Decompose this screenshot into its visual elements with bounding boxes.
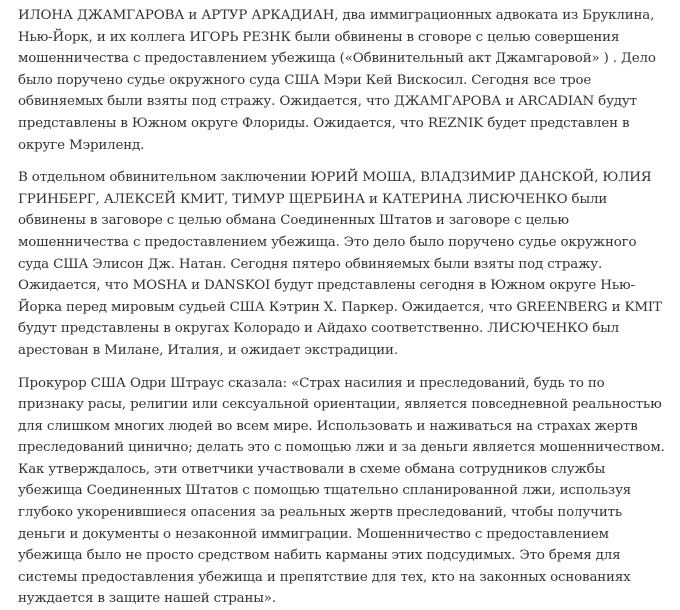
paragraph-separate-indictment: В отдельном обвинительном заключении ЮРИЙ МОША, ВЛАДЗИМИР ДАНСКОЙ, ЮЛИЯ ГРИНБЕРГ, АЛЕКСЕЙ КМИТ, ТИМУР ЩЕРБИНА и КАТЕРИНА ЛИСЮЧЕНКО были обвинены в заговоре с целью обмана Соединенных Штатов и заговоре с целью мошенничества с предоставлением убежища. Это дело было поручено судье окружного суда США Элисон Дж. Натан. Сегодня пятеро обвиняемых были взяты под стражу. Ожидается, что MOSHA и DANSKOI будут представлены сегодня в Южном округе Нью-Йорка перед мировым судьей США Кэтрин Х. Паркер. Ожидается, что GREENBERG и KMIT будут представлены в округах Колорадо и Айдахо соответственно. ЛИСЮЧЕНКО был арестован в Милане, Италия, и ожидает экстрадиции. [18,167,668,361]
paragraph-indictment-attorneys: ИЛОНА ДЖАМГАРОВА и АРТУР АРКАДИАН, два иммиграционных адвоката из Бруклина, Нью-Йорк, и их коллега ИГОРЬ РЕЗНК были обвинены в сговоре с целью совершения мошенничества с предоставлением убежища («Обвинительный акт Джамгаровой» ) . Дело было поручено судье окружного суда США Мэри Кей Вискосил. Сегодня все трое обвиняемых были взяты под стражу. Ожидается, что ДЖАМГАРОВА и ARCADIAN будут представлены в Южном округе Флориды. Ожидается, что REZNIK будет представлен в округе Мэриленд. [18,5,668,156]
paragraph-prosecutor-quote: Прокурор США Одри Штраус сказала: «Страх насилия и преследований, будь то по признаку расы, религии или сексуальной ориентации, является повседневной реальностью для слишком многих людей во всем мире. Использовать и наживаться на страхах жертв преследований цинично; делать это с помощью лжи и за деньги является мошенничеством. Как утверждалось, эти ответчики участвовали в схеме обмана сотрудников службы убежища Соединенных Штатов с помощью тщательно спланированной лжи, используя глубоко укоренившиеся опасения за реальных жертв преследований, чтобы получить деньги и документы о незаконной иммиграции. Мошенничество с предоставлением убежища было не просто средством набить карманы этих подсудимых. Это бремя для системы предоставления убежища и препятствие для тех, кто на законных основаниях нуждается в защите нашей страны». [18,373,668,610]
